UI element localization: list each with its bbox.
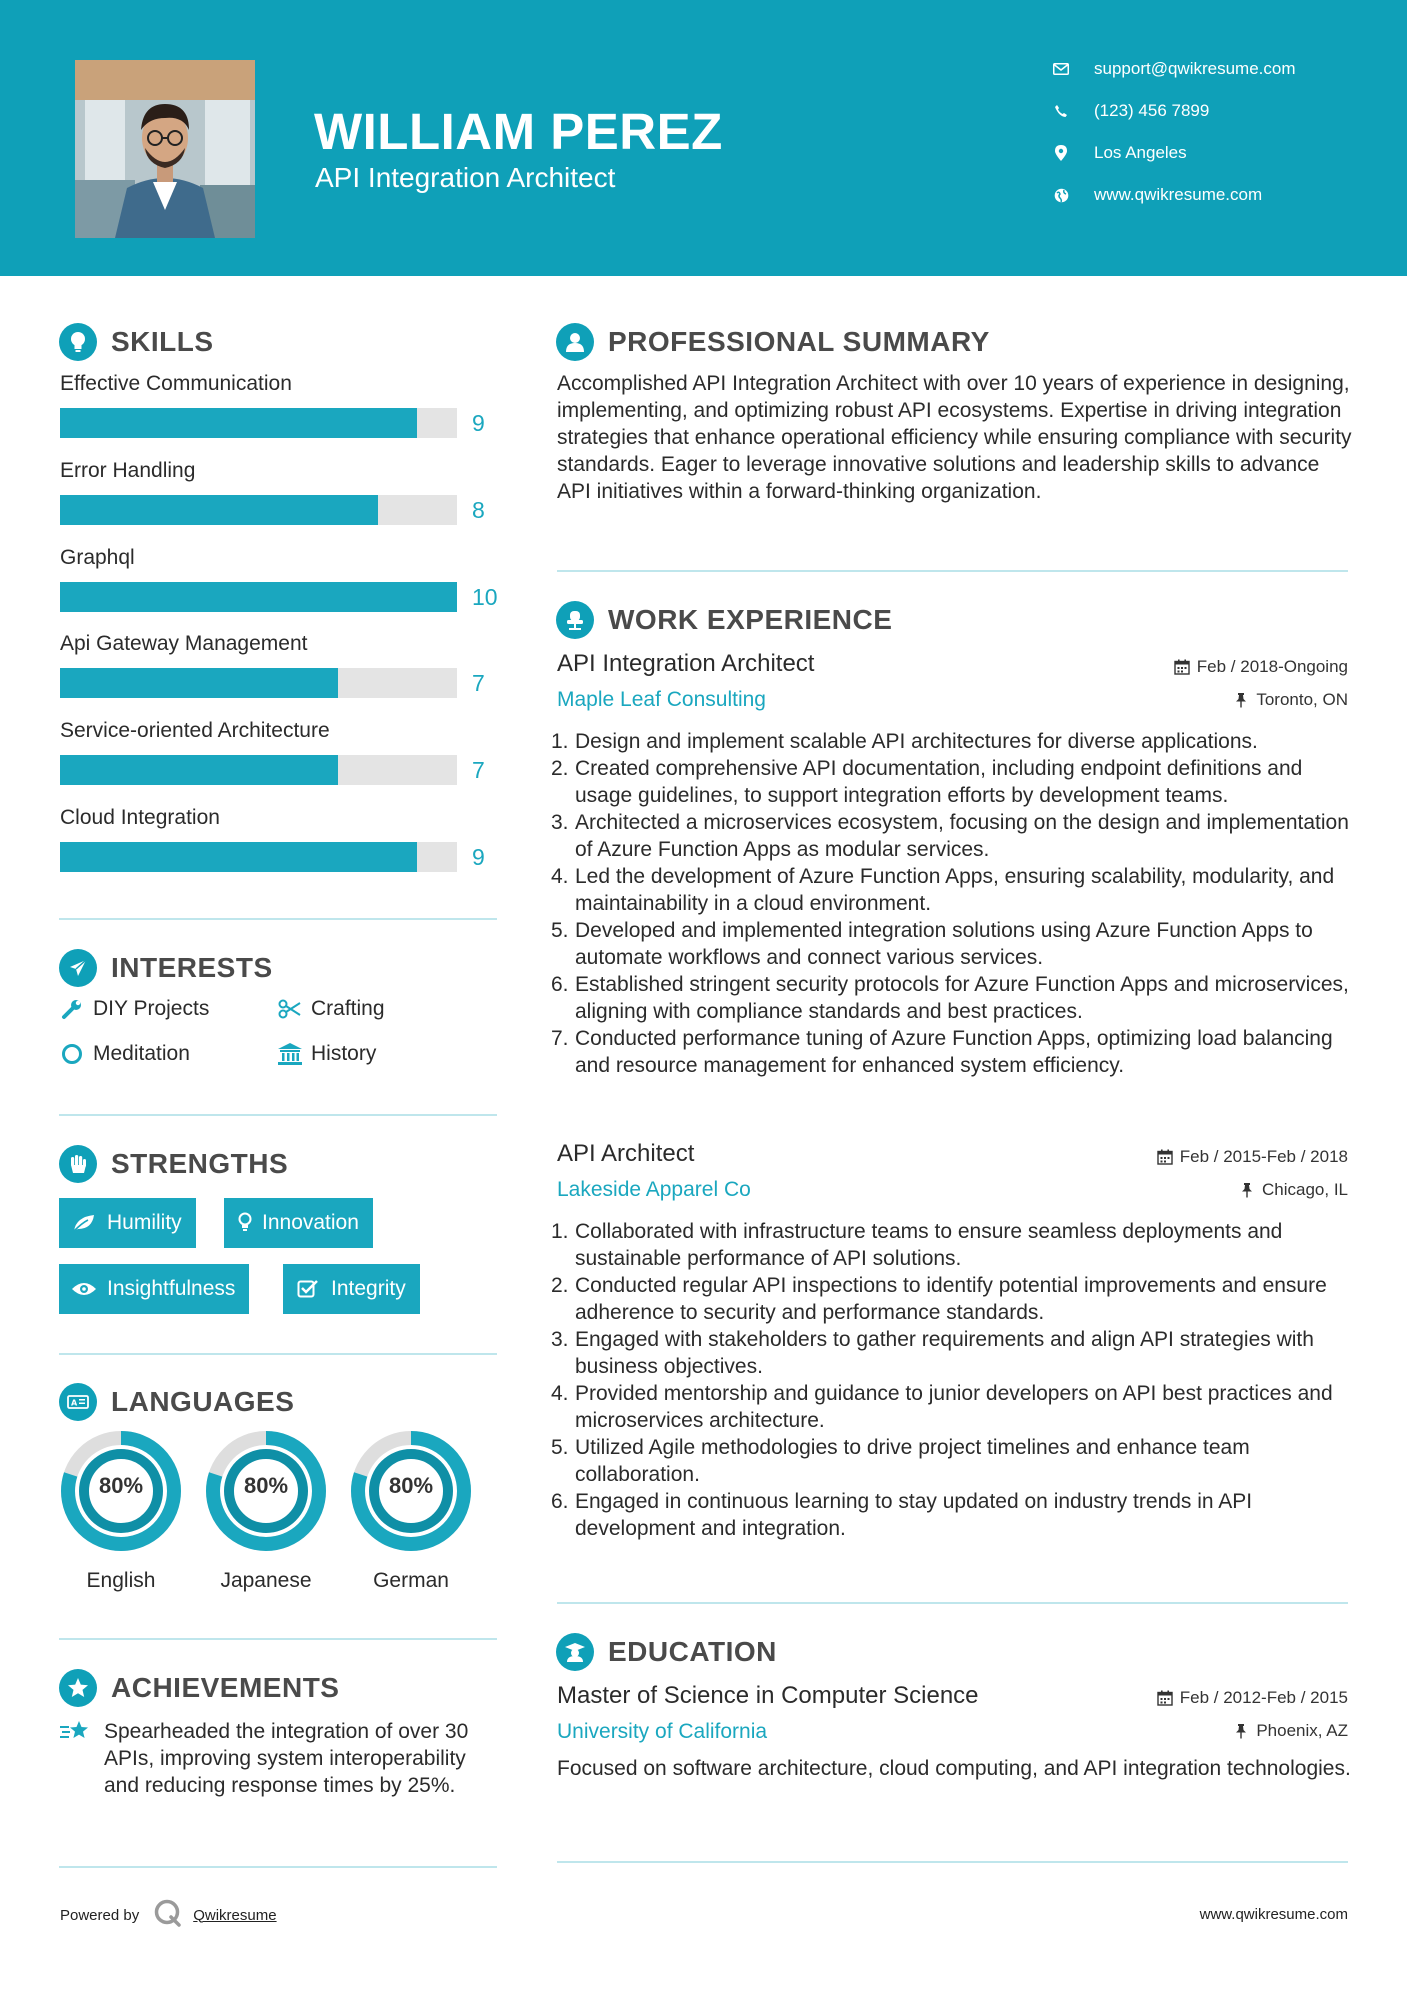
skill-bar-track <box>60 755 457 785</box>
eye-icon <box>71 1276 97 1302</box>
contact-phone-text: (123) 456 7899 <box>1094 101 1210 120</box>
pushpin-icon <box>1238 1181 1256 1199</box>
skill-name: Error Handling <box>60 459 196 482</box>
interest-label: History <box>311 1042 377 1065</box>
contact-phone[interactable] <box>1050 97 1209 125</box>
language-name: German <box>373 1569 449 1592</box>
strength-label: Humility <box>107 1211 182 1234</box>
bullet-item: 2. Conducted regular API inspections to identify potential improvements and ensure adherence to security and performance standards. <box>551 1274 1327 1324</box>
job-company: Maple Leaf Consulting <box>557 688 766 711</box>
resume-header <box>0 0 1407 276</box>
languages-title: LANGUAGES <box>111 1386 295 1417</box>
job-dates-text: Feb / 2015-Feb / 2018 <box>1179 1147 1348 1166</box>
bullet-item: 3. Engaged with stakeholders to gather requirements and align API strategies with business objectives. <box>551 1328 1314 1378</box>
job-dates <box>1156 1147 1348 1167</box>
check-square-icon <box>295 1276 321 1302</box>
contact-website[interactable] <box>1050 181 1262 209</box>
bullet-item: 5. Utilized Agile methodologies to drive project timelines and enhance team collaboration. <box>551 1436 1250 1486</box>
skill-value: 8 <box>472 497 485 523</box>
skill-value: 9 <box>472 844 485 870</box>
section-divider <box>59 1638 497 1640</box>
language-item <box>204 1429 328 1592</box>
paper-plane-icon <box>59 949 97 987</box>
pushpin-icon <box>1232 691 1250 709</box>
globe-icon <box>1050 184 1072 206</box>
summary-text: Accomplished API Integration Architect with over 10 years of experience in designing, implementing, and optimizing robust API ecosystems. Expertise in driving integration strategies that enhance operational efficiency while ensuring compliance with security standards. Eager to leverage innovative solutions and leadership skills to advance API initiatives within a forward-thinking organization. <box>557 372 1352 503</box>
section-divider <box>59 1114 497 1116</box>
achievements-heading <box>59 1669 339 1707</box>
section-divider <box>557 1602 1348 1604</box>
bullet-item: 3. Architected a microservices ecosystem, focusing on the design and implementation of Azure Function Apps as modular services. <box>551 811 1349 861</box>
language-icon <box>59 1383 97 1421</box>
strength-label: Insightfulness <box>107 1277 236 1300</box>
skill-bar-fill <box>60 582 457 612</box>
briefcase-chair-icon <box>556 601 594 639</box>
strength-label: Innovation <box>262 1211 359 1234</box>
skill-bar-fill <box>60 668 338 698</box>
contact-location-text: Los Angeles <box>1094 143 1187 162</box>
skill-name: Effective Communication <box>60 372 292 395</box>
section-divider <box>557 1861 1348 1863</box>
skills-title: SKILLS <box>111 326 214 357</box>
skill-bar-fill <box>60 842 417 872</box>
scissors-icon <box>277 996 303 1022</box>
section-divider <box>59 918 497 920</box>
summary-title: PROFESSIONAL SUMMARY <box>608 326 990 357</box>
skills-heading <box>59 323 214 361</box>
interest-item <box>277 1041 376 1067</box>
interest-item <box>277 996 385 1022</box>
interest-item <box>59 996 209 1022</box>
interests-heading <box>59 949 273 987</box>
section-divider <box>557 570 1348 572</box>
languages-heading <box>59 1383 294 1421</box>
job-location <box>1232 690 1348 710</box>
bullet-item: 4. Led the development of Azure Function Apps, ensuring scalability, modularity, and maintainability in a cloud environment. <box>551 865 1335 915</box>
skill-bar-track <box>60 582 457 612</box>
achievements-title: ACHIEVEMENTS <box>111 1672 340 1703</box>
graduate-icon <box>556 1633 594 1671</box>
experience-title: WORK EXPERIENCE <box>608 604 893 635</box>
user-icon <box>556 323 594 361</box>
skill-value: 7 <box>472 757 485 783</box>
lightbulb-icon <box>59 323 97 361</box>
job-title: API Integration Architect <box>557 650 815 677</box>
interest-label: DIY Projects <box>93 997 210 1020</box>
skill-name: Graphql <box>60 546 135 569</box>
skill-name: Cloud Integration <box>60 806 220 829</box>
qwikresume-logo-icon <box>153 1898 183 1932</box>
bullet-item: 7. Conducted performance tuning of Azure Function Apps, optimizing load balancing and resource management for enhanced system efficiency. <box>551 1027 1333 1077</box>
job-dates <box>1173 657 1348 677</box>
svg-text:A: A <box>71 1398 78 1408</box>
language-name: Japanese <box>220 1569 312 1592</box>
skill-bar-track <box>60 495 457 525</box>
bullet-item: 4. Provided mentorship and guidance to junior developers on API best practices and microservices architecture. <box>551 1382 1333 1432</box>
footer-website-link[interactable]: www.qwikresume.com <box>1199 1906 1348 1923</box>
strength-badge <box>59 1198 196 1248</box>
shooting-star-icon <box>59 1719 91 1745</box>
education-dates-text: Feb / 2012-Feb / 2015 <box>1179 1688 1348 1707</box>
strengths-heading <box>59 1145 288 1183</box>
strength-label: Integrity <box>331 1277 406 1300</box>
job-bullets <box>551 728 1351 1079</box>
footer-powered-by <box>60 1898 277 1932</box>
bullet-item: 6. Engaged in continuous learning to stay updated on industry trends in API development and integration. <box>551 1490 1253 1540</box>
interest-label: Crafting <box>311 997 385 1020</box>
strength-badge <box>224 1198 373 1248</box>
calendar-icon <box>1156 1148 1174 1166</box>
skill-name: Api Gateway Management <box>60 632 308 655</box>
skill-value: 9 <box>472 410 485 436</box>
job-location <box>1238 1180 1348 1200</box>
bullet-item: 1. Collaborated with infrastructure teams to ensure seamless deployments and sustainable performance of API solutions. <box>551 1220 1283 1270</box>
strength-badge <box>59 1264 249 1314</box>
bank-icon <box>277 1041 303 1067</box>
language-item <box>59 1429 183 1592</box>
raised-fist-icon <box>59 1145 97 1183</box>
powered-by-label: Powered by <box>60 1906 140 1924</box>
education-dates <box>1156 1688 1348 1708</box>
bullet-item: 5. Developed and implemented integration solutions using Azure Function Apps to automate workflows and connect various services. <box>551 919 1313 969</box>
education-location-text: Phoenix, AZ <box>1256 1721 1348 1740</box>
pushpin-icon <box>1232 1722 1250 1740</box>
interest-label: Meditation <box>93 1042 190 1065</box>
circle-icon <box>59 1041 85 1067</box>
section-divider <box>59 1866 497 1868</box>
strength-badge <box>283 1264 420 1314</box>
skill-name: Service-oriented Architecture <box>60 719 330 742</box>
bullet-item: 1. Design and implement scalable API architectures for diverse applications. <box>551 730 1258 753</box>
education-description: Focused on software architecture, cloud computing, and API integration technologies. <box>557 1757 1351 1780</box>
lightbulb-icon <box>236 1210 254 1236</box>
leaf-icon <box>71 1210 97 1236</box>
education-location <box>1232 1721 1348 1741</box>
experience-heading <box>556 601 892 639</box>
skill-value: 10 <box>472 584 498 610</box>
education-title: EDUCATION <box>608 1636 777 1667</box>
interest-item <box>59 1041 190 1067</box>
calendar-icon <box>1173 658 1191 676</box>
profile-photo <box>75 60 255 238</box>
job-dates-text: Feb / 2018-Ongoing <box>1196 657 1348 676</box>
skill-bar-track <box>60 408 457 438</box>
candidate-role: API Integration Architect <box>315 162 616 193</box>
contact-email[interactable] <box>1050 55 1296 83</box>
envelope-icon <box>1050 58 1072 80</box>
profile-photo-illustration <box>75 60 255 238</box>
skill-bar-track <box>60 842 457 872</box>
location-pin-icon <box>1050 142 1072 164</box>
language-percent: 80% <box>98 1473 144 1498</box>
phone-icon <box>1050 100 1072 122</box>
section-divider <box>59 1353 497 1355</box>
candidate-name: WILLIAM PEREZ <box>314 103 723 160</box>
contact-location <box>1050 139 1187 167</box>
achievement-text: Spearheaded the integration of over 30 APIs, improving system interoperability and reducing response times by 25%. <box>104 1720 469 1797</box>
contact-email-text: support@qwikresume.com <box>1094 59 1296 78</box>
language-percent: 80% <box>243 1473 289 1498</box>
skill-value: 7 <box>472 670 485 696</box>
education-heading <box>556 1633 777 1671</box>
summary-heading <box>556 323 990 361</box>
language-name: English <box>86 1569 156 1592</box>
star-icon <box>59 1669 97 1707</box>
calendar-icon <box>1156 1689 1174 1707</box>
qwikresume-link[interactable]: Qwikresume <box>193 1906 277 1924</box>
school-name: University of California <box>557 1720 768 1743</box>
job-company: Lakeside Apparel Co <box>557 1178 751 1201</box>
skill-bar-fill <box>60 408 417 438</box>
bullet-item: 6. Established stringent security protocols for Azure Function Apps and microservices, aligning with compliance standards and best practices. <box>551 973 1349 1023</box>
language-percent: 80% <box>388 1473 434 1498</box>
skill-bar-fill <box>60 495 378 525</box>
job-title: API Architect <box>557 1140 695 1167</box>
skill-bar-fill <box>60 755 338 785</box>
contact-website-text: www.qwikresume.com <box>1094 185 1263 204</box>
job-location-text: Toronto, ON <box>1256 690 1348 709</box>
language-item <box>349 1429 473 1592</box>
bullet-item: 2. Created comprehensive API documentation, including endpoint definitions and usage guidelines, to support integration efforts by development teams. <box>551 757 1303 807</box>
skill-bar-track <box>60 668 457 698</box>
degree-title: Master of Science in Computer Science <box>557 1682 979 1709</box>
strengths-title: STRENGTHS <box>111 1148 289 1179</box>
job-location-text: Chicago, IL <box>1262 1180 1348 1199</box>
wrench-icon <box>59 996 85 1022</box>
job-bullets <box>551 1218 1351 1542</box>
interests-title: INTERESTS <box>111 952 273 983</box>
